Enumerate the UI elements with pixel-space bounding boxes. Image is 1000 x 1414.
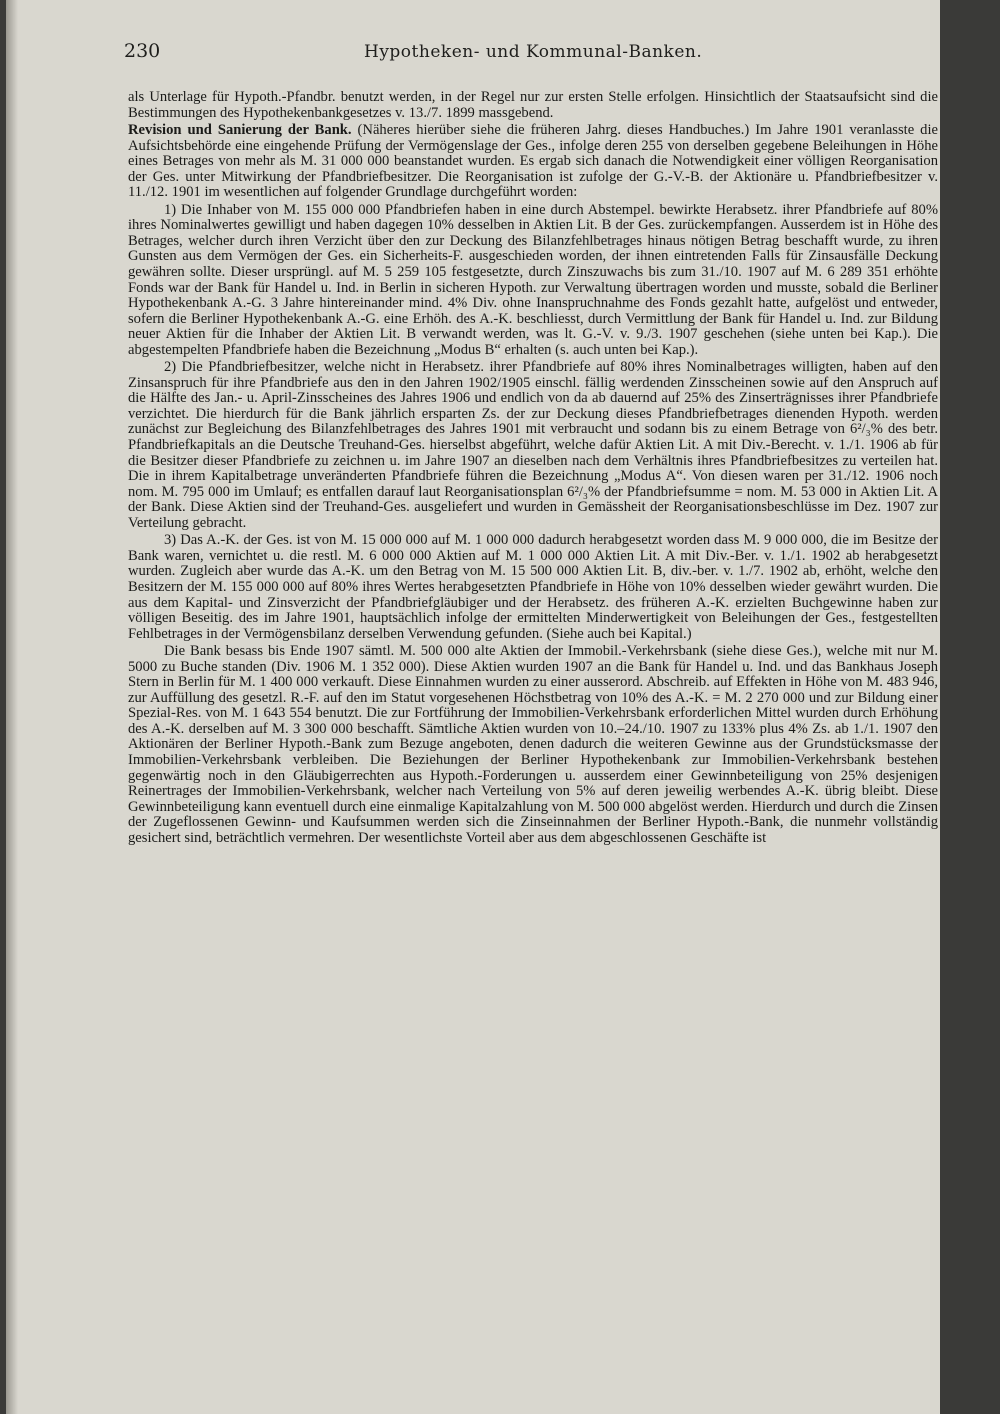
page-shadow-edge <box>6 0 18 1414</box>
section-heading: Revision und Sanierung der Bank. <box>128 122 352 139</box>
paragraph-immobilien <box>128 644 938 846</box>
page-number: 230 <box>124 40 161 62</box>
paragraph-text: als Unterlage für Hypoth.-Pfandbr. benutzt werden, in der Regel nur zur ersten Stelle erfolgen. Hinsichtlich der Staatsaufsicht sind die Bestimmungen des Hypothekenbankgesetzes v. 13./7. 1899 massgebend. <box>128 89 938 121</box>
paragraph-intro <box>128 90 938 121</box>
paragraph-text: (Näheres hierüber siehe die früheren Jahrg. dieses Handbuches.) Im Jahre 1901 veranlasste die Aufsichtsbehörde eine eingehende Prüfung der Vermögenslage der Ges., infolge deren 255 von derselben gegebene Beleihungen in Höhe eines Betrages von mehr als M. 31 000 000 beanstandet wurden. Es ergab sich danach die Notwendigkeit einer völligen Reorganisation der Ges. unter Mitwirkung der Pfandbriefbesitzer. Die Reorganisation ist zufolge der G.-V.-B. der Aktionäre u. Pfandbriefbesitzer v. 11./12. 1901 im wesentlichen auf folgender Grundlage durchgeführt worden: <box>128 122 939 201</box>
paragraph-text: 2) Die Pfandbriefbesitzer, welche nicht in Herabsetz. ihrer Pfandbriefe auf 80% ihres Nominalbetrages willigten, haben auf den Zinsanspruch für ihre Pfandbriefe aus den in den Jahren 1902/1905 einschl. fällig werdenden Zinsscheinen sowie auf den Anspruch auf die Hälfte des Jan.- u. April-Zinsscheines des Jahres 1906 und endlich von da ab dauernd auf 25% des Zinserträgnisses ihrer Pfandbriefe verzichtet. Die hierdurch für die Bank jährlich ersparten Zs. der zur Deckung dieses Pfandbriefbetrages dienenden Hypoth. werden zunächst zur Begleichung des Bilanzfehlbetrages des Jahres 1901 mit verbraucht und sodann bis zu einem Betrage von 6²/₃% des betr. Pfandbriefkapitals an die Deutsche Treuhand-Ges. hierselbst abgeführt, welche dafür Aktien Lit. A mit Div.-Berecht. v. 1./1. 1906 ab für die Besitzer dieser Pfandbriefe zu zeichnen u. im Jahre 1907 an dieselben nach dem Verhältnis ihres Pfandbriefbesitzes zu verteilen hat. Die in ihrem Kapitalbetrage unveränderten Pfandbriefe führen die Bezeichnung „Modus A“. Von diesen waren per 31./12. 1906 noch nom. M. 795 000 im Umlauf; es entfallen darauf laut Reorganisationsplan 6²/₃% der Pfandbriefsumme = nom. M. 53 000 in Aktien Lit. A der Bank. Diese Aktien sind der Treuhand-Ges. ausgeliefert und wurden in Gemässheit der Reorganisationsbeschlüsse im Dez. 1907 zur Verteilung gebracht. <box>128 359 938 531</box>
paragraph-point-3 <box>128 533 938 642</box>
page-header <box>124 40 814 70</box>
paragraph-text: 1) Die Inhaber von M. 155 000 000 Pfandbriefen haben in eine durch Abstempel. bewirkte Herabsetz. ihrer Pfandbriefe auf 80% ihres Nominalwertes gewilligt und haben dagegen 10% desselben in Aktien Lit. B der Ges. zurückempfangen. Ausserdem ist in Höhe des Betrages, welcher durch ihren Verzicht über den zur Deckung des Bilanzfehlbetrages hinaus nötigen Betrag beschafft wurde, zu ihren Gunsten aus dem Vermögen der Ges. ein Sicherheits-F. ausgeschieden worden, der ihnen eintretenden Falls für Zinsausfälle Deckung gewähren sollte. Dieser ursprüngl. auf M. 5 259 105 festgesetzte, durch Zinszuwachs bis zum 31./10. 1907 auf M. 6 289 351 erhöhte Fonds war der Bank für Handel u. Ind. in Berlin in sicheren Hypoth. zur Verwaltung übertragen worden und musste, sobald die Berliner Hypothekenbank A.-G. 3 Jahre hintereinander mind. 4% Div. ohne Inanspruchnahme des Fonds gezahlt hatte, aufgelöst und entweder, sofern die Berliner Hypothekenbank A.-G. eine Erhöh. des A.-K. beschliesst, durch Vermittlung der Bank für Handel u. Ind. zur Bildung neuer Aktien für die Inhaber der Aktien Lit. B verwandt werden, was lt. G.-V. v. 9./3. 1907 geschehen (siehe unten bei Kap.). Die abgestempelten Pfandbriefe haben die Bezeichnung „Modus B“ erhalten (s. auch unten bei Kap.). <box>128 201 938 358</box>
body-text <box>128 90 938 848</box>
paragraph-point-1 <box>128 203 938 358</box>
book-page <box>6 0 940 1414</box>
paragraph-point-2 <box>128 360 938 531</box>
paragraph-text: 3) Das A.-K. der Ges. ist von M. 15 000 000 auf M. 1 000 000 dadurch herabgesetzt worden dass M. 9 000 000, die im Besitze der Bank waren, vernichtet u. die restl. M. 6 000 000 Aktien auf M. 1 000 000 Aktien Lit. A mit Div.-Ber. v. 1./1. 1902 ab herabgesetzt wurden. Zugleich aber wurde das A.-K. um den Betrag von M. 15 500 000 Aktien Lit. B, div.-ber. v. 1./7. 1902 ab, erhöht, welche den Besitzern der M. 155 000 000 auf 80% ihres Wertes herabgesetzten Pfandbriefe in Höhe von 10% desselben wieder gewährt wurden. Die aus dem Kapital- und Zinsverzicht der Pfandbriefgläubiger und der Herabsetz. des früheren A.-K. erzielten Buchgewinne haben zur völligen Beseitig. des im Jahre 1901, hauptsächlich infolge der ermittelten Minderwertigkeit von Beleihungen der Ges., festgestellten Fehlbetrages in der Vermögensbilanz derselben Verwendung gefunden. (Siehe auch bei Kapital.) <box>128 532 938 642</box>
paragraph-text: Die Bank besass bis Ende 1907 sämtl. M. 500 000 alte Aktien der Immobil.-Verkehrsbank (siehe diese Ges.), welche mit nur M. 5000 zu Buche standen (Div. 1906 M. 1 352 000). Diese Aktien wurden 1907 an die Bank für Handel u. Ind. und das Bankhaus Joseph Stern in Berlin für M. 1 400 000 verkauft. Diese Einnahmen wurden zu einer ausserord. Abschreib. auf Effekten in Höhe von M. 483 946, zur Auffüllung des gesetzl. R.-F. auf den im Statut vorgesehenen Höchstbetrag von 10% des A.-K. = M. 2 270 000 und zur Bildung einer Spezial-Res. von M. 1 643 554 benutzt. Die zur Fortführung der Immobilien-Verkehrsbank erforderlichen Mittel wurden durch Erhöhung des A.-K. derselben auf M. 3 300 000 beschafft. Sämtliche Aktien wurden von 10.–24./10. 1907 zu 133% plus 4% Zs. ab 1./1. 1907 den Aktionären der Berliner Hypoth.-Bank zum Bezuge angeboten, denen dadurch die weiteren Gewinne aus der Grundstücksmasse der Immobilien-Verkehrsbank verbleiben. Die Beziehungen der Berliner Hypothekenbank zur Immobilien-Verkehrsbank bestehen gegenwärtig noch in den Gläubigerrechten aus Hypoth.-Forderungen u. ausserdem einer Gewinnbeteiligung von 25% desjenigen Reinertrages der Immobilien-Verkehrsbank, welcher nach Verteilung von 5% auf deren jeweilig werbendes A.-K. übrig bleibt. Diese Gewinnbeteiligung kann eventuell durch eine einmalige Kapitalzahlung von M. 500 000 abgelöst werden. Hierdurch und durch die Zinsen der Zugeflossenen Gewinn- und Kaufsummen werden sich die Zinseinnahmen der Berliner Hypoth.-Bank, die nunmehr vollständig gesichert sind, beträchtlich vermehren. Der wesentlichste Vorteil aber aus dem abgeschlossenen Geschäfte ist <box>128 643 938 846</box>
running-title: Hypotheken- und Kommunal-Banken. <box>364 42 703 62</box>
paragraph-revision <box>128 123 938 201</box>
